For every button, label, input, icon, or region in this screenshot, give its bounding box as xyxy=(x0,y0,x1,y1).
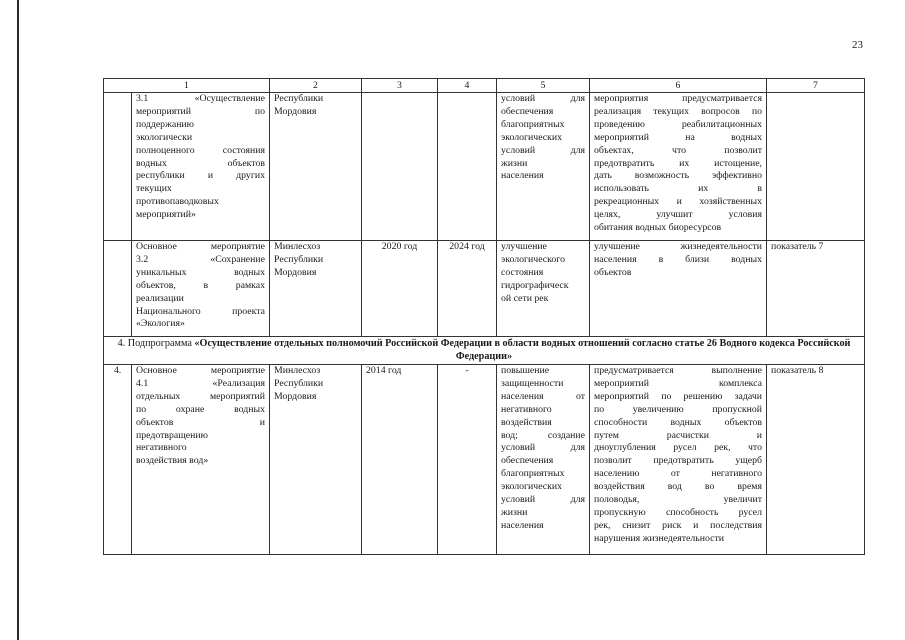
text-line: экологических xyxy=(501,481,563,493)
row-3-1-executor xyxy=(270,93,362,241)
text-line: объектах, что позволит xyxy=(594,144,762,156)
table-row-3-1 xyxy=(104,93,865,241)
text-line: Республики xyxy=(274,253,324,265)
text-line: защищенности xyxy=(501,377,564,389)
section-4-prefix: 4. Подпрограмма xyxy=(117,338,195,349)
row-4-1-description xyxy=(590,365,767,555)
row-4-1-end: - xyxy=(438,365,497,555)
row-3-2-description xyxy=(590,241,767,337)
text-line: пропускную способность русел xyxy=(594,506,762,518)
text-line: населению от негативного xyxy=(594,468,762,480)
text-line: ой сети рек xyxy=(501,292,549,304)
text-line: текущих xyxy=(136,183,172,195)
section-4-title xyxy=(104,337,865,365)
row-4-1-result xyxy=(497,365,590,555)
text-line: повышение xyxy=(501,365,550,376)
text-line: Республики xyxy=(274,377,324,389)
header-cell-6: 6 xyxy=(590,79,767,93)
text-line: экологических xyxy=(501,131,563,143)
text-line: мероприятия предусматривается xyxy=(594,93,762,104)
text-line: мероприятий по решению задачи xyxy=(594,390,762,402)
text-line: проведению реабилитационных xyxy=(594,118,762,130)
text-line: состояния xyxy=(501,266,544,278)
text-line: Мордовия xyxy=(274,105,317,117)
text-line: отдельных мероприятий xyxy=(136,390,265,402)
text-line: поддержанию xyxy=(136,118,194,130)
text-line: объектов и xyxy=(136,416,265,428)
text-line: позволит предотвратить ущерб xyxy=(594,455,762,467)
row-3-1-end xyxy=(438,93,497,241)
text-line: жизни xyxy=(501,506,528,518)
text-line: мероприятий на водных xyxy=(594,131,762,143)
text-line: условий для xyxy=(501,442,585,454)
text-line: полноценного состояния xyxy=(136,144,265,156)
text-line: негативного xyxy=(501,403,552,415)
text-line: предотвратить их истощение, xyxy=(594,157,762,169)
header-cell-5: 5 xyxy=(497,79,590,93)
text-line: населения xyxy=(501,170,544,182)
row-3-2-start: 2020 год xyxy=(362,241,438,337)
text-line: улучшение жизнедеятельности xyxy=(594,241,762,252)
text-line: Республики xyxy=(274,93,324,104)
text-line: рекреационных и хозяйственных xyxy=(594,196,762,208)
text-line: благоприятных xyxy=(501,468,565,480)
row-4-1-start: 2014 год xyxy=(362,365,438,555)
text-line: экологически xyxy=(136,131,193,143)
row-3-1-description xyxy=(590,93,767,241)
program-table xyxy=(103,78,865,555)
text-line: объектов, в рамках xyxy=(136,279,265,291)
text-line: мероприятий» xyxy=(136,209,196,221)
text-line: рек, снизит риск и последствия xyxy=(594,519,762,531)
header-cell-4: 4 xyxy=(438,79,497,93)
row-3-2-result xyxy=(497,241,590,337)
text-line: по увеличению пропускной xyxy=(594,403,762,415)
text-line: целях, улучшит условия xyxy=(594,209,762,221)
text-line: способности водных объектов xyxy=(594,416,762,428)
text-line: уникальных водных xyxy=(136,266,265,278)
header-cell-1: 1 xyxy=(104,79,270,93)
text-line: улучшение xyxy=(501,241,547,252)
text-line: Минлесхоз xyxy=(274,241,321,252)
text-line: условий для xyxy=(501,144,585,156)
text-line: Мордовия xyxy=(274,266,317,278)
text-line: мероприятий по xyxy=(136,105,265,117)
text-line: Основное мероприятие xyxy=(136,241,265,252)
text-line: гидрографическ xyxy=(501,279,569,291)
row-3-1-name xyxy=(132,93,270,241)
text-line: республики и других xyxy=(136,170,265,182)
row-3-2-name xyxy=(132,241,270,337)
section-4-row xyxy=(104,337,865,365)
text-line: Основное мероприятие xyxy=(136,365,265,376)
row-3-1-start xyxy=(362,93,438,241)
text-line: по охране водных xyxy=(136,403,265,415)
text-line: негативного xyxy=(136,442,187,454)
text-line: вод; создание xyxy=(501,429,585,441)
text-line: 4.1 «Реализация xyxy=(136,377,265,389)
text-line: Мордовия xyxy=(274,390,317,402)
text-line: 3.2 «Сохранение xyxy=(136,253,265,265)
text-line: населения от xyxy=(501,390,585,402)
text-line: Минлесхоз xyxy=(274,365,321,376)
row-3-2-end: 2024 год xyxy=(438,241,497,337)
table-row-4-1 xyxy=(104,365,865,555)
table-header-row xyxy=(104,79,865,93)
text-line: населения в близи водных xyxy=(594,253,762,265)
row-3-2-executor xyxy=(270,241,362,337)
text-line: воздействия xyxy=(501,416,552,428)
text-line: объектов xyxy=(594,266,632,278)
text-line: 3.1 «Осуществление xyxy=(136,93,265,104)
text-line: путем расчистки и xyxy=(594,429,762,441)
text-line: дноуглубления русел рек, что xyxy=(594,442,762,454)
row-3-1-indicator xyxy=(767,93,865,241)
text-line: предусматривается выполнение xyxy=(594,365,762,376)
text-line: использовать их в xyxy=(594,183,762,195)
text-line: жизни xyxy=(501,157,528,169)
text-line: половодья, увеличит xyxy=(594,494,762,506)
text-line: реализации xyxy=(136,292,184,304)
text-line: обитания водных биоресурсов xyxy=(594,222,722,234)
text-line: обеспечения xyxy=(501,105,554,117)
row-3-1-result xyxy=(497,93,590,241)
text-line: Национального проекта xyxy=(136,305,265,317)
text-line: водных объектов xyxy=(136,157,265,169)
row-3-2-number xyxy=(104,241,132,337)
scan-edge-line xyxy=(17,0,19,640)
text-line: воздействия вод во время xyxy=(594,481,762,493)
text-line: благоприятных xyxy=(501,118,565,130)
row-4-1-name xyxy=(132,365,270,555)
text-line: воздействия вод» xyxy=(136,455,209,467)
section-4-name: «Осуществление отдельных полномочий Российской Федерации в области водных отношений согласно статье 26 Водного кодекса Российской Федерации» xyxy=(194,338,851,362)
text-line: «Экология» xyxy=(136,318,185,330)
text-line: мероприятий комплекса xyxy=(594,377,762,389)
row-3-1-number xyxy=(104,93,132,241)
text-line: противопаводковых xyxy=(136,196,219,208)
page-number: 23 xyxy=(852,39,863,51)
text-line: обеспечения xyxy=(501,455,554,467)
text-line: дать возможность эффективно xyxy=(594,170,762,182)
text-line: нарушения жизнедеятельности xyxy=(594,532,725,544)
row-3-2-indicator: показатель 7 xyxy=(767,241,865,337)
row-4-1-number: 4. xyxy=(104,365,132,555)
text-line: условий для xyxy=(501,93,585,104)
header-cell-2: 2 xyxy=(270,79,362,93)
header-cell-7: 7 xyxy=(767,79,865,93)
text-line: условий для xyxy=(501,494,585,506)
row-4-1-indicator: показатель 8 xyxy=(767,365,865,555)
text-line: экологического xyxy=(501,253,565,265)
text-line: реализация текущих вопросов по xyxy=(594,105,762,117)
table-row-3-2 xyxy=(104,241,865,337)
row-4-1-executor xyxy=(270,365,362,555)
text-line: предотвращению xyxy=(136,429,208,441)
text-line: населения xyxy=(501,519,544,531)
header-cell-3: 3 xyxy=(362,79,438,93)
